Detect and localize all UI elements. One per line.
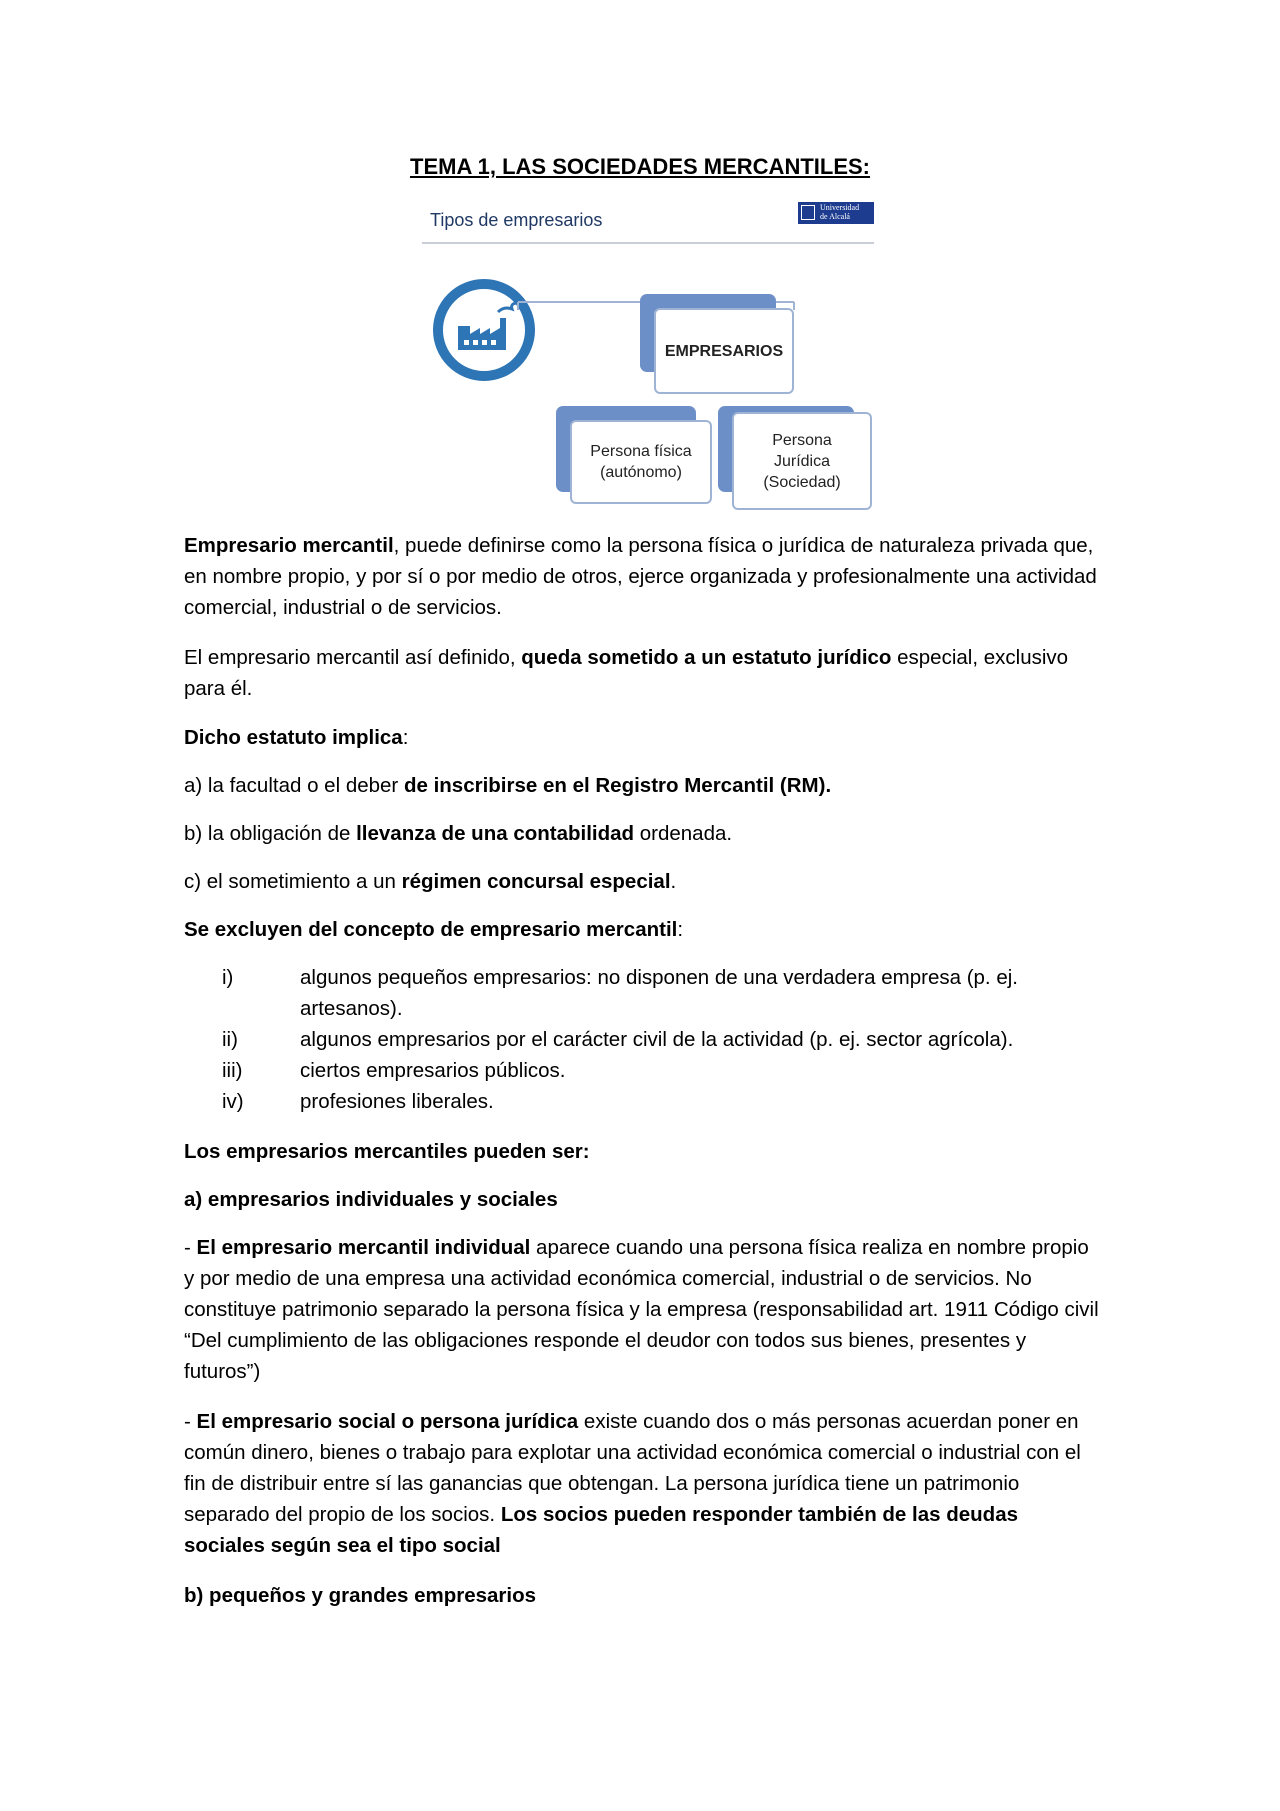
item-c-bold: régimen concursal especial	[401, 870, 671, 893]
item-a-bold: de inscribirse en el Registro Mercantil (RM).	[403, 774, 832, 797]
list-item-text: ciertos empresarios públicos.	[300, 1059, 566, 1082]
left-child-box	[570, 420, 712, 504]
item-c-end: .	[670, 870, 677, 893]
dash: -	[184, 1410, 197, 1433]
item-b-bold: llevanza de una contabilidad	[356, 822, 635, 845]
logo-text-line2: de Alcalá	[820, 212, 850, 221]
individual-text: aparece cuando una persona física realiza en nombre propio y por medio de una empresa una actividad económica comercial, industrial o de servicios. No constituye patrimonio separado la persona física y la empresa (responsabilidad art. 1911 Código civil “Del cumplimiento de las obligaciones responde el deudor con todos sus bienes, presentes y futuros”)	[184, 1236, 1099, 1383]
list-item-number: iii)	[222, 1059, 243, 1082]
list-item	[184, 1024, 1104, 1055]
list-item	[184, 1055, 1104, 1086]
estatuto-bold: queda sometido a un estatuto jurídico	[521, 646, 892, 669]
paragraph-social	[184, 1406, 1104, 1561]
page-title: TEMA 1, LAS SOCIEDADES MERCANTILES:	[410, 154, 870, 179]
excluyen-bold: Se excluyen del concepto de empresario mercantil	[184, 918, 678, 941]
paragraph-implica	[184, 722, 1104, 753]
implica-bold: Dicho estatuto implica	[184, 726, 403, 749]
item-c-text: c) el sometimiento a un	[184, 870, 402, 893]
item-b-text: b) la obligación de	[184, 822, 357, 845]
item-b-end: ordenada.	[634, 822, 733, 845]
section-heading	[184, 1136, 1104, 1167]
paragraph-estatuto	[184, 642, 1104, 704]
list-item	[184, 962, 1104, 1024]
implica-colon: :	[402, 726, 409, 749]
individual-bold: El empresario mercantil individual	[196, 1236, 531, 1259]
diagram-header-text: Tipos de empresarios	[430, 210, 603, 230]
term-empresario-mercantil: Empresario mercantil	[184, 534, 394, 557]
item-b	[184, 818, 1104, 849]
dash: -	[184, 1236, 197, 1259]
paragraph-excluyen	[184, 914, 1104, 945]
social-bold: El empresario social o persona jurídica	[196, 1410, 579, 1433]
section-heading-text: Los empresarios mercantiles pueden ser:	[184, 1140, 590, 1163]
subheading-a	[184, 1184, 1104, 1215]
empresarios-diagram	[422, 198, 874, 512]
paragraph-individual	[184, 1232, 1104, 1387]
excluyen-colon: :	[677, 918, 684, 941]
social-bold-2: Los socios pueden responder también de las deudas sociales según sea el tipo social	[184, 1503, 1018, 1557]
list-item-number: ii)	[222, 1028, 238, 1051]
social-text: existe cuando dos o más personas acuerdan poner en común dinero, bienes o trabajo para explotar una actividad económica comercial o industrial con el fin de distribuir entre sí las ganancias que obtengan. La persona jurídica tiene un patrimonio separado del propio de los socios.	[184, 1410, 1081, 1526]
list-item-text: algunos empresarios por el carácter civil de la actividad (p. ej. sector agrícola).	[300, 1028, 1014, 1051]
estatuto-text-end: especial, exclusivo para él.	[184, 646, 1069, 700]
estatuto-text-start: El empresario mercantil así definido,	[184, 646, 522, 669]
item-a	[184, 770, 1104, 801]
paragraph-definition	[184, 530, 1104, 623]
root-box: EMPRESARIOS	[654, 308, 794, 394]
subheading-b-text: b) pequeños y grandes empresarios	[184, 1584, 537, 1607]
item-c	[184, 866, 1104, 897]
definition-text: , puede definirse como la persona física o jurídica de naturaleza privada que, en nombre propio, y por sí o por medio de otros, ejerce organizada y profesionalmente una actividad comercial, industrial o de servicios.	[184, 534, 1097, 619]
subheading-a-text: a) empresarios individuales y sociales	[184, 1188, 558, 1211]
list-item-number: iv)	[222, 1090, 244, 1113]
list-item-text: profesiones liberales.	[300, 1090, 494, 1113]
left-child-label: Persona física (autónomo)	[590, 443, 692, 481]
exclusions-list	[184, 962, 1104, 1117]
list-item	[184, 1086, 1104, 1117]
item-a-text: a) la facultad o el deber	[184, 774, 404, 797]
subheading-b	[184, 1580, 1104, 1611]
list-item-text: algunos pequeños empresarios: no disponen de una verdadera empresa (p. ej. artesanos).	[300, 966, 1018, 1020]
right-child-label: Persona Jurídica (Sociedad)	[763, 431, 841, 491]
logo-text-line1: Universidad	[820, 203, 860, 212]
right-child-box	[732, 412, 872, 510]
list-item-number: i)	[222, 966, 234, 989]
